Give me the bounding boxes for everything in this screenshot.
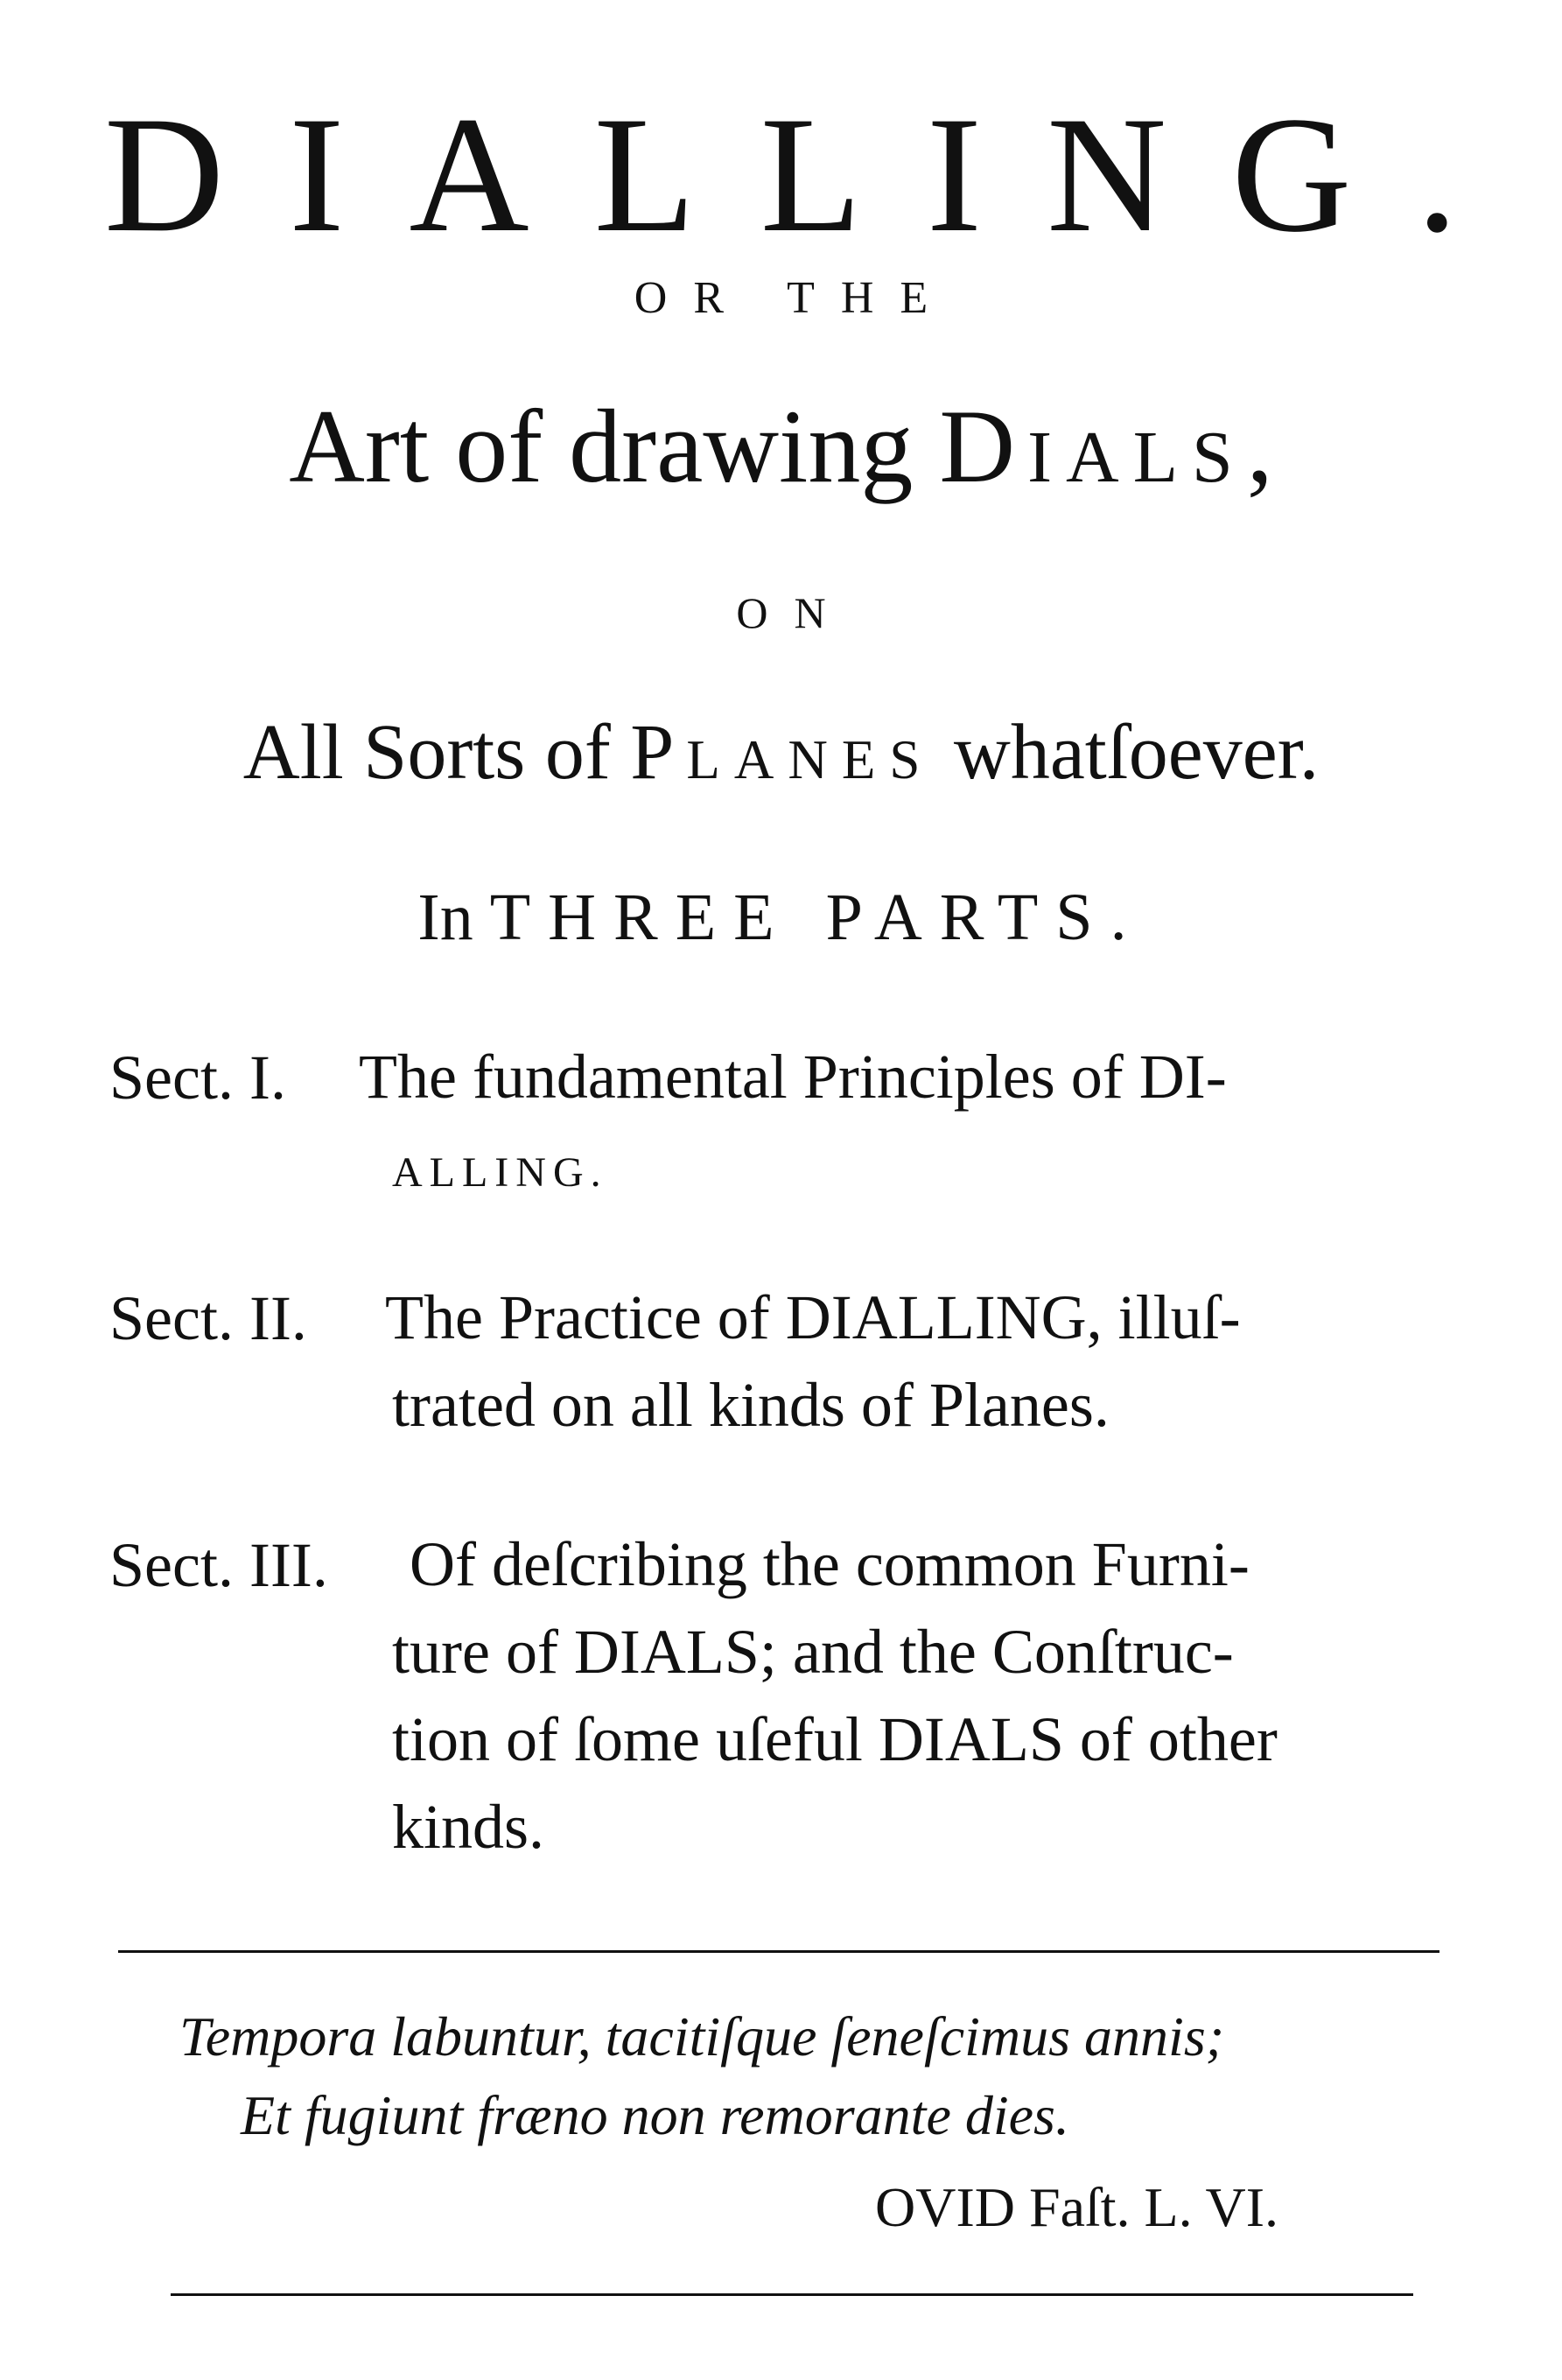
section-3-label: Sect. III. xyxy=(109,1530,328,1600)
parts-prefix: In xyxy=(417,881,490,954)
epigraph-attribution: OVID Faſt. L. VI. xyxy=(875,2176,1278,2238)
or-the-line: OR THE xyxy=(634,273,955,323)
section-2-line-2: trated on all kinds of Planes. xyxy=(392,1370,1110,1440)
section-3-line-4: kinds. xyxy=(392,1792,545,1862)
subtitle-caps-initial: D xyxy=(939,388,1028,504)
section-1-line-2: ALLING. xyxy=(392,1149,608,1196)
planes-suffix: whatſoever. xyxy=(934,709,1320,796)
section-1-label: Sect. I. xyxy=(109,1043,286,1113)
planes-rest: LANES xyxy=(686,729,935,790)
section-3-line-2: ture of DIALS; and the Conſtruc- xyxy=(392,1617,1234,1687)
subtitle-prefix: Art of drawing xyxy=(289,388,940,504)
planes-initial: P xyxy=(630,709,687,796)
epigraph-line-1: Tempora labuntur, tacitiſque ſeneſcimus annis; xyxy=(179,2005,1225,2068)
three-parts-line xyxy=(0,881,1562,954)
section-3-line-3: tion of ſome uſeful DIALS of other xyxy=(392,1704,1278,1774)
upper-rule xyxy=(118,1950,1439,1953)
subtitle-line xyxy=(0,388,1562,504)
epigraph-line-2: Et fugiunt fræno non remorante dies. xyxy=(241,2084,1069,2146)
lower-rule xyxy=(171,2293,1413,2296)
main-title: DIALLING. xyxy=(103,83,1523,267)
section-3-line-1: Of deſcribing the common Furni- xyxy=(410,1529,1250,1599)
subtitle-caps-rest: IALS xyxy=(1027,417,1247,498)
planes-line xyxy=(0,709,1562,796)
section-2-label: Sect. II. xyxy=(109,1283,307,1353)
parts-big: THREE PARTS. xyxy=(489,881,1145,954)
subtitle-suffix: , xyxy=(1246,388,1273,504)
on-line: ON xyxy=(736,588,852,637)
section-1-line-1: The fundamental Principles of DI- xyxy=(359,1042,1227,1112)
section-2-line-1: The Practice of DIALLING, illuſ- xyxy=(385,1282,1241,1352)
planes-prefix: All Sorts of xyxy=(242,709,631,796)
